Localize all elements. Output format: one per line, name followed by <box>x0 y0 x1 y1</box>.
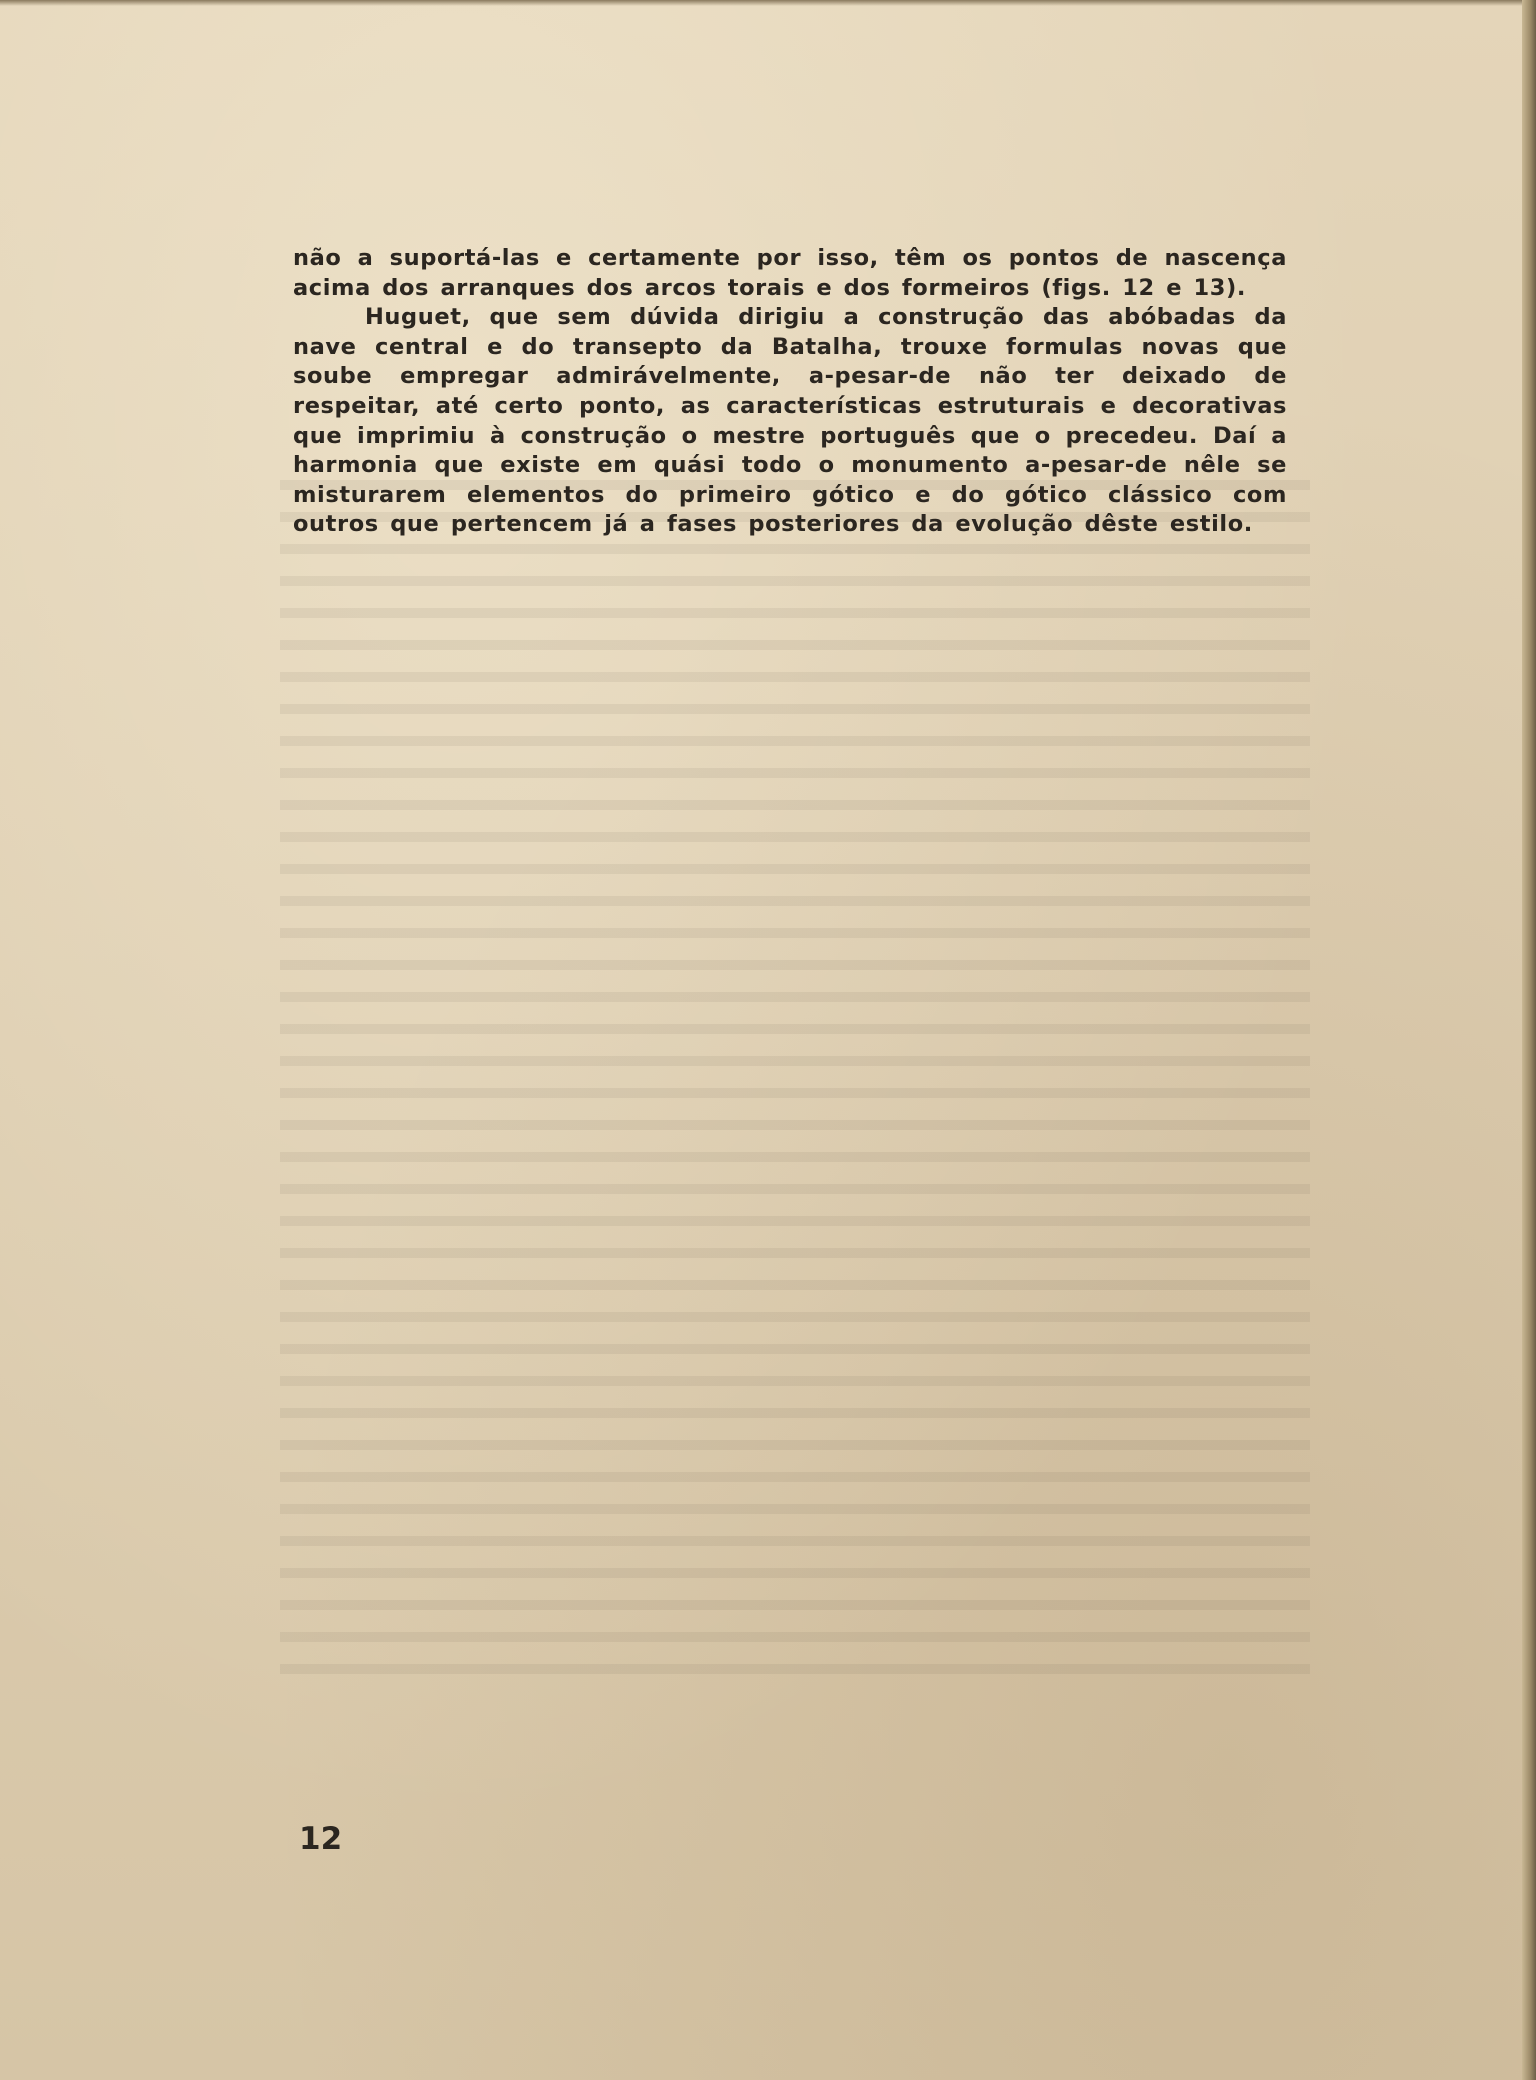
page-number: 12 <box>299 1821 343 1857</box>
page-right-edge <box>1522 0 1536 2080</box>
show-through-text <box>280 480 1310 1680</box>
paragraph-continuation: não a suportá-las e certamente por isso, têm os pontos de nascença acima dos arranques dos arcos torais e dos formeiros (figs. 12 e 13). <box>293 245 1287 301</box>
body-text <box>293 244 1287 540</box>
paragraph-huguet: Huguet, que sem dúvida dirigiu a construção das abóbadas da nave central e do transepto da Batalha, trouxe formulas novas que soube empregar admirávelmente, a-pesar-de não ter deixado de respeitar, até certo ponto, as características estruturais e decorativas que imprimiu à construção o mestre português que o precedeu. Daí a harmonia que existe em quási todo o monumento a-pesar-de nêle se misturarem elementos do primeiro gótico e do gótico clássico com outros que pertencem já a fases posteriores da evolução dêste estilo. <box>293 304 1287 538</box>
page-top-edge <box>0 0 1536 6</box>
